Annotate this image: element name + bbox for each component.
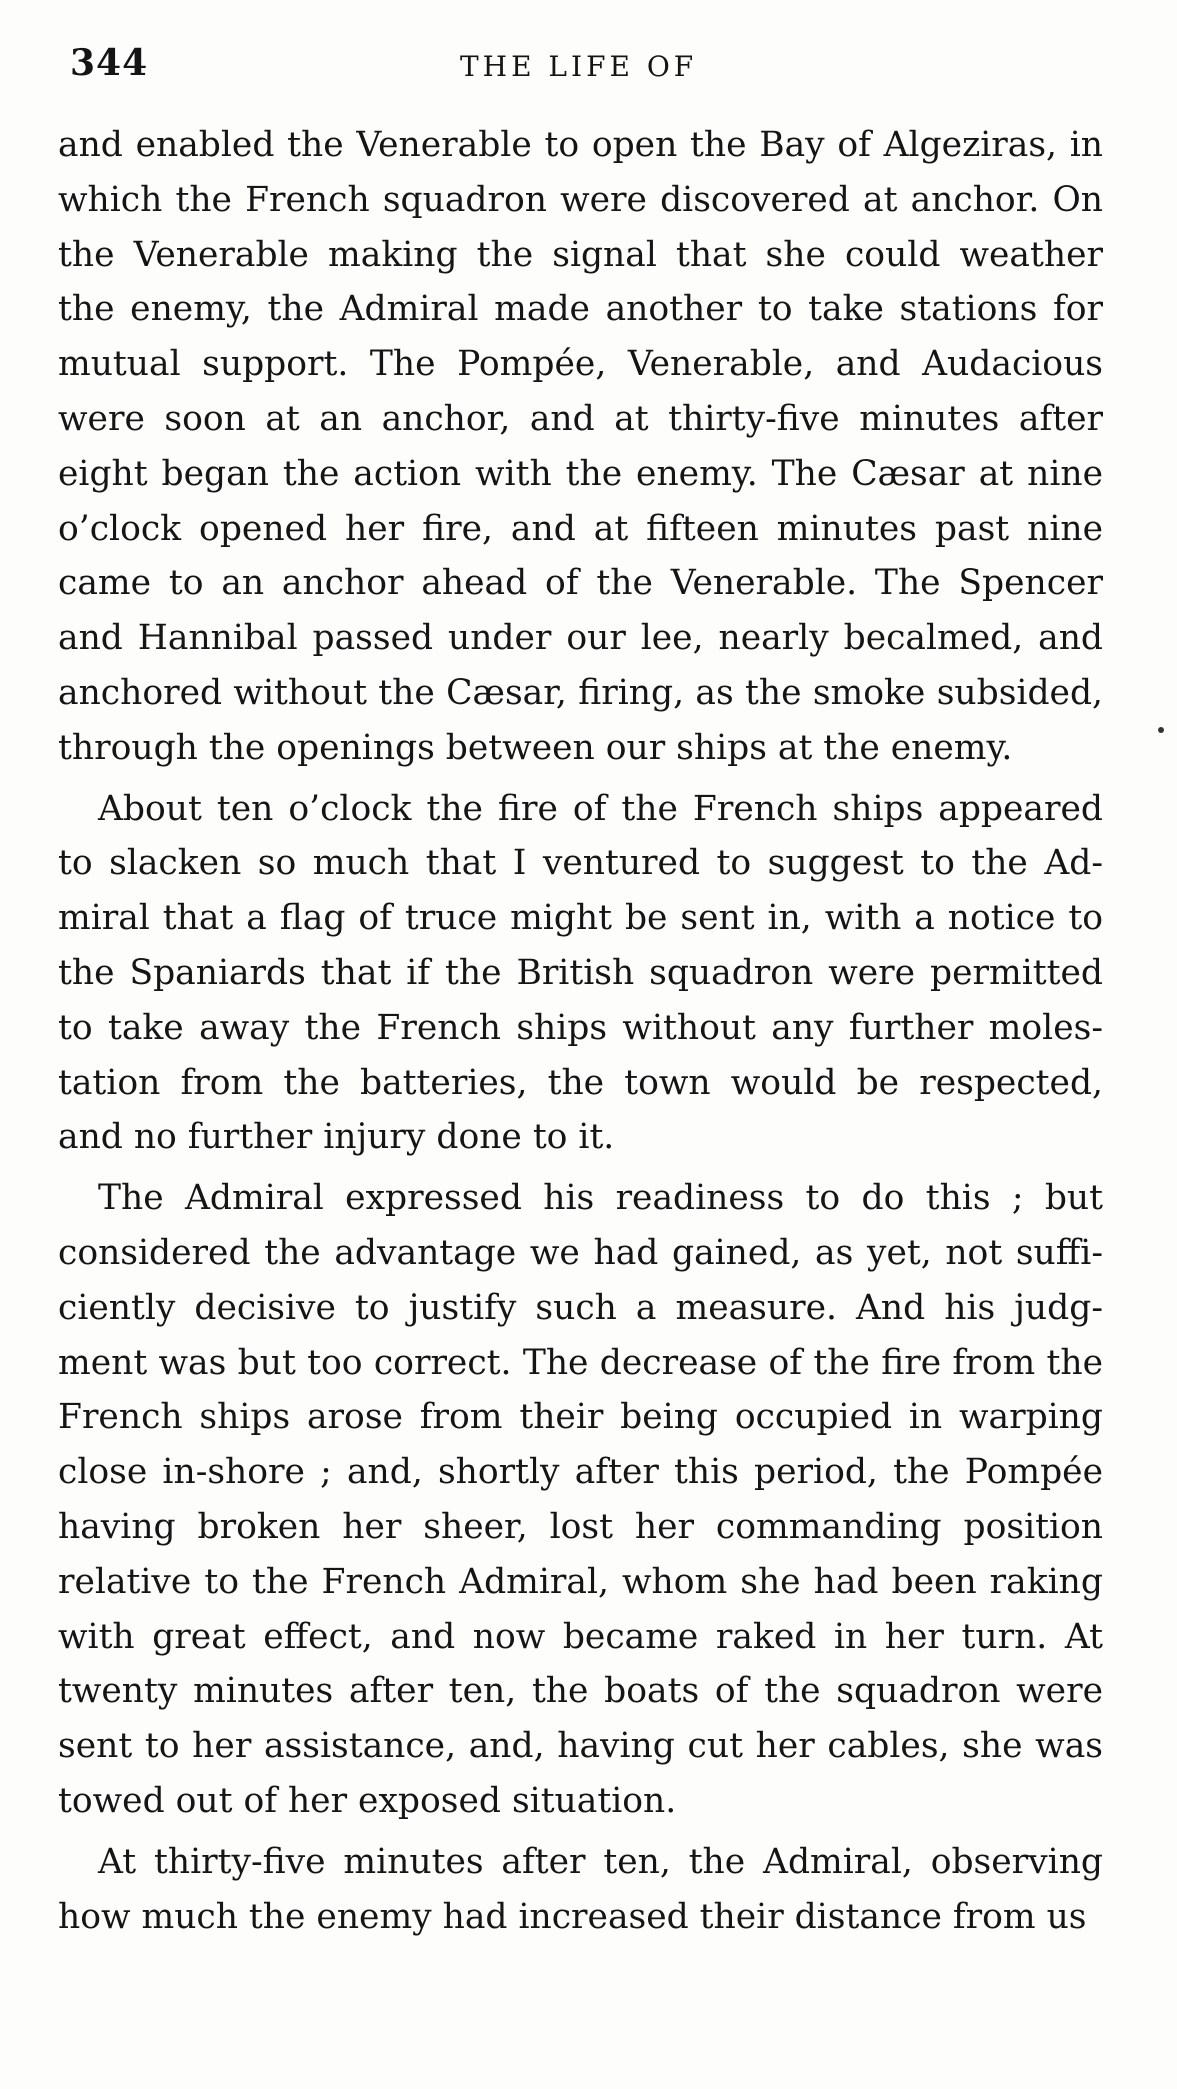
paragraph-3: The Admiral expressed his readiness to do this ; but considered the advantage we had gained, as yet, not sufficiently decisive to justify such a measure. And his judgment was but too correct. The decrease of the fire from the French ships arose from their being occupied in warping close in-shore ; and, shortly after this period, the Pompée having broken her sheer, lost her commanding position relative to the French Admiral, whom she had been raking with great effect, and now became raked in her turn. At twenty minutes after ten, the boats of the squadron were sent to her assistance, and, having cut her cables, she was towed out of her exposed situation. — [58, 1178, 1103, 1821]
paragraph-1: and enabled the Venerable to open the Bay of Algeziras, in which the French squadron were discovered at anchor. On the Venerable making the signal that she could weather the enemy, the Admiral made another to take stations for mutual support. The Pompée, Venerable, and Audacious were soon at an anchor, and at thirty-five minutes after eight began the action with the enemy. The Cæsar at nine o’clock opened her fire, and at fifteen minutes past nine came to an anchor ahead of the Venerable. The Spencer and Hannibal passed under our lee, nearly becalmed, and anchored without the Cæsar, firing, as the smoke subsided, through the openings between our ships at the enemy. — [58, 125, 1103, 768]
paragraph-4: At thirty-five minutes after ten, the Admiral, observing how much the enemy had increased their distance from us — [58, 1841, 1103, 1937]
body-text — [58, 118, 1103, 1944]
page-number: 344 — [70, 42, 149, 84]
running-head: THE LIFE OF — [460, 50, 698, 83]
paragraph-2: About ten o’clock the fire of the French ships appeared to slacken so much that I ventured to suggest to the Admiral that a flag of truce might be sent in, with a notice to the Spaniards that if the British squadron were permitted to take away the French ships without any further molestation from the batteries, the town would be respected, and no further injury done to it. — [58, 788, 1103, 1158]
ink-speck — [1158, 727, 1164, 733]
page-header — [70, 42, 1100, 92]
